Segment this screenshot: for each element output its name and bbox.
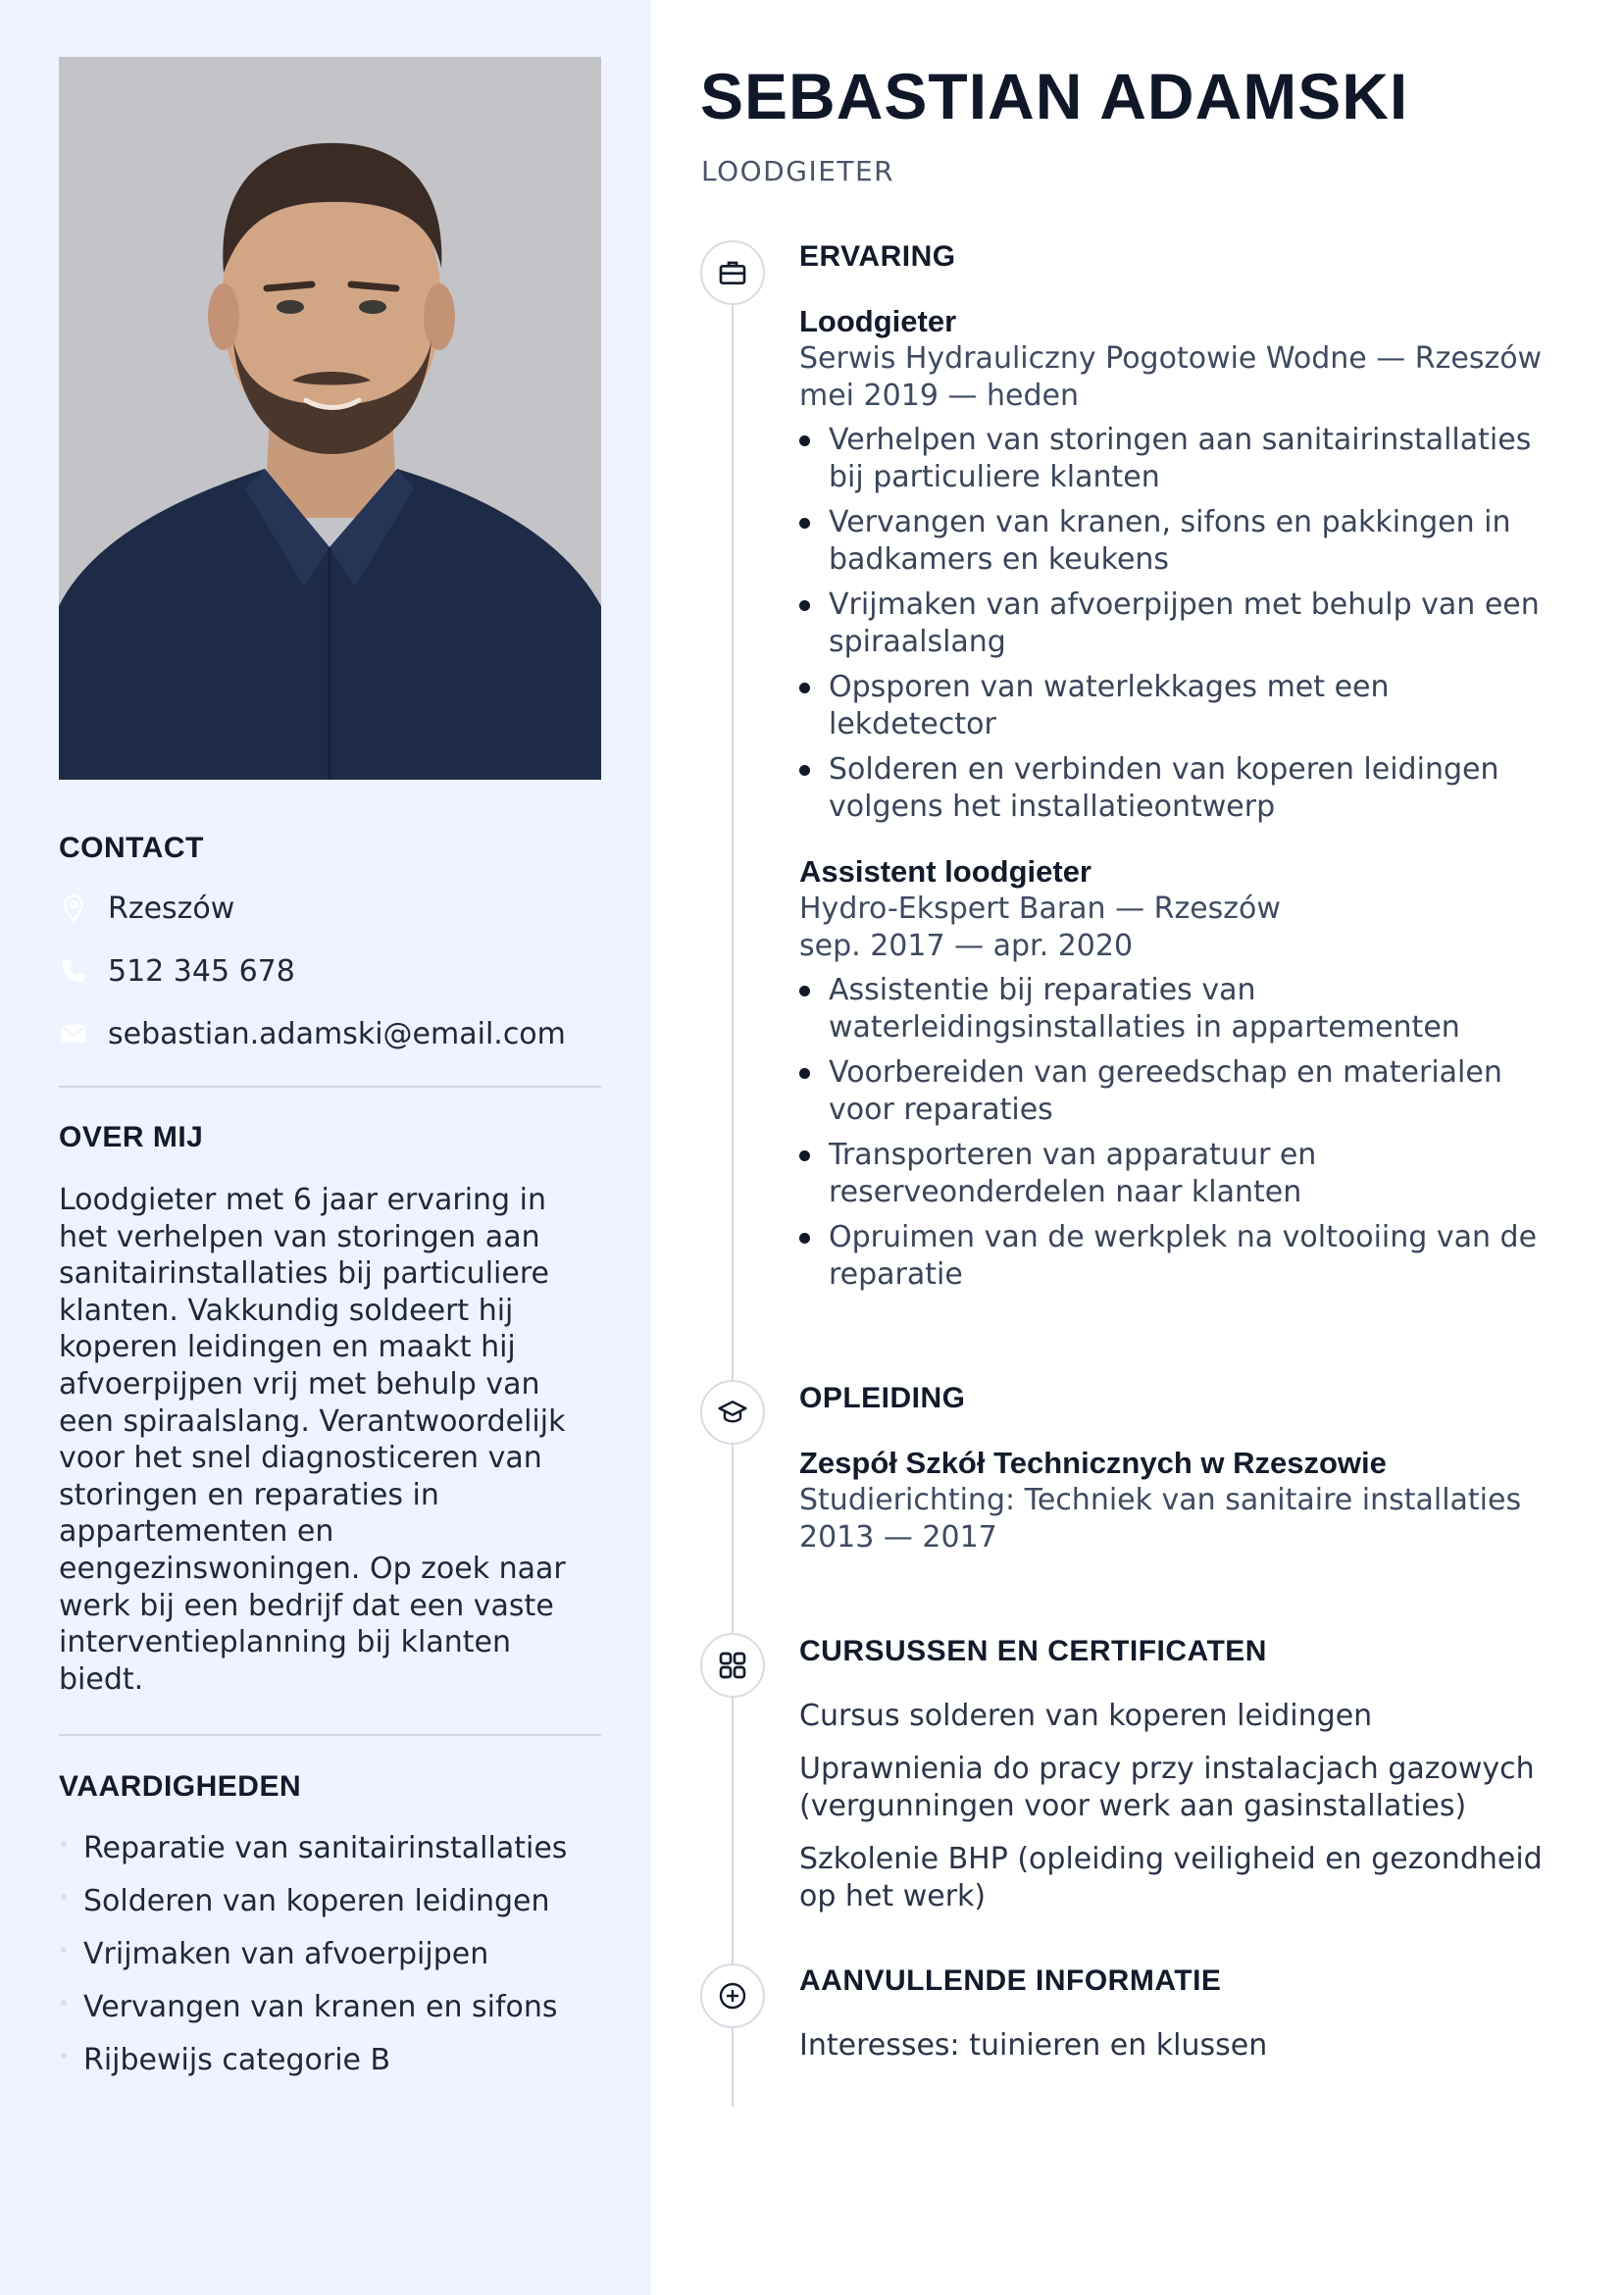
about-line: eengezinswoningen. Op zoek naar (59, 1551, 566, 1586)
skills-heading: VAARDIGHEDEN (59, 1770, 302, 1803)
about-line: het verhelpen van storingen aan (59, 1219, 540, 1254)
location-icon (59, 893, 88, 923)
course-item (799, 1698, 1584, 1735)
experience-section (799, 240, 1584, 1301)
job-entry (799, 303, 1584, 826)
education-school: Zespół Szkół Technicznych w Rzeszowie (799, 1446, 1387, 1480)
about-line: interventieplanning bij klanten (59, 1625, 511, 1660)
course-line: (vergunningen voor werk aan gasinstallaties) (799, 1789, 1467, 1823)
contact-section (59, 832, 601, 1053)
skill-item: Rijbewijs categorie B (59, 2043, 601, 2096)
sidebar-divider (59, 1734, 601, 1736)
about-line: storingen en reparaties in (59, 1477, 439, 1512)
about-line: koperen leidingen en maakt hij (59, 1330, 516, 1365)
bullet-line: voor reparaties (829, 1093, 1053, 1128)
bullet-line: reparatie (829, 1257, 963, 1293)
education-section (799, 1382, 1584, 1556)
grid-icon (700, 1633, 765, 1698)
job-bullet (799, 972, 1584, 1046)
job-bullet (799, 1219, 1584, 1294)
about-line: sanitairinstallaties bij particuliere (59, 1256, 549, 1292)
experience-heading: ERVARING (799, 240, 956, 273)
candidate-title: LOODGIETER (701, 155, 895, 187)
job-bullet (799, 586, 1584, 661)
job-bullets (799, 422, 1584, 826)
bullet-line: Vervangen van kranen, sifons en pakkingen in (829, 505, 1511, 540)
bullet-line: Assistentie bij reparaties van (829, 973, 1256, 1008)
about-line: appartementen en (59, 1514, 334, 1550)
about-text (59, 1182, 601, 1698)
skills-list (59, 1831, 601, 2096)
bullet-line: spiraalslang (829, 625, 1006, 660)
about-line: een spiraalslang. Verantwoordelijk (59, 1403, 566, 1439)
additional-text: Interesses: tuinieren en klussen (799, 2028, 1268, 2063)
timeline-line (732, 273, 734, 2107)
additional-section (799, 1964, 1584, 2080)
contact-location (59, 889, 601, 928)
course-item (799, 1841, 1584, 1915)
courses-list (799, 1698, 1584, 1915)
education-field: Studierichting: Techniek van sanitaire installaties (799, 1483, 1522, 1517)
about-heading: OVER MIJ (59, 1121, 204, 1153)
skill-item: Reparatie van sanitairinstallaties (59, 1831, 601, 1884)
contact-location-text: Rzeszów (108, 891, 235, 926)
about-line: werk bij een bedrijf dat een vaste (59, 1588, 554, 1623)
courses-heading: CURSUSSEN EN CERTIFICATEN (799, 1635, 1267, 1667)
skill-item: Vervangen van kranen en sifons (59, 1990, 601, 2043)
about-line: voor het snel diagnosticeren van (59, 1441, 542, 1476)
course-line: Cursus solderen van koperen leidingen (799, 1699, 1373, 1733)
bullet-line: Transporteren van apparatuur en (829, 1138, 1317, 1173)
briefcase-icon (700, 240, 765, 305)
sidebar-divider (59, 1086, 601, 1088)
bullet-line: volgens het installatieontwerp (829, 790, 1276, 825)
sidebar (0, 0, 651, 2295)
candidate-name: SEBASTIAN ADAMSKI (700, 60, 1409, 132)
job-role: Loodgieter (799, 304, 957, 338)
bullet-line: Vrijmaken van afvoerpijpen met behulp van een (829, 587, 1540, 623)
job-company: Serwis Hydrauliczny Pogotowie Wodne — Rzeszów (799, 341, 1543, 376)
email-icon (59, 1019, 88, 1048)
job-bullets (799, 972, 1584, 1294)
skill-item: Vrijmaken van afvoerpijpen (59, 1937, 601, 1990)
job-bullet (799, 751, 1584, 826)
bullet-line: Opruimen van de werkplek na voltooiing van de (829, 1220, 1538, 1255)
job-role: Assistent loodgieter (799, 854, 1091, 890)
course-line: op het werk) (799, 1879, 987, 1913)
additional-heading: AANVULLENDE INFORMATIE (799, 1964, 1222, 1997)
phone-icon (59, 956, 88, 986)
bullet-line: bij particuliere klanten (829, 460, 1160, 495)
job-bullet (799, 669, 1584, 743)
about-line: Loodgieter met 6 jaar ervaring in (59, 1183, 546, 1217)
bullet-line: Verhelpen van storingen aan sanitairinstallaties (829, 423, 1532, 458)
bullet-line: reserveonderdelen naar klanten (829, 1175, 1302, 1210)
job-bullet (799, 1054, 1584, 1129)
bullet-line: Opsporen van waterlekkages met een (829, 670, 1390, 705)
plus-circle-icon (700, 1964, 765, 2028)
education-heading: OPLEIDING (799, 1382, 966, 1414)
job-bullet (799, 1137, 1584, 1211)
bullet-line: Voorbereiden van gereedschap en materialen (829, 1055, 1502, 1091)
graduation-cap-icon (700, 1380, 765, 1445)
profile-photo (59, 57, 601, 780)
job-company: Hydro-Ekspert Baran — Rzeszów (799, 892, 1281, 927)
education-dates: 2013 — 2017 (799, 1519, 997, 1555)
contact-phone (59, 951, 601, 991)
about-section (59, 1121, 601, 1698)
skill-item: Solderen van koperen leidingen (59, 1884, 601, 1937)
about-line: afvoerpijpen vrij met behulp van (59, 1366, 540, 1402)
courses-section (799, 1635, 1584, 1931)
bullet-line: badkamers en keukens (829, 542, 1170, 578)
contact-heading: CONTACT (59, 832, 204, 864)
course-line: Szkolenie BHP (opleiding veiligheid en gezondheid (799, 1842, 1543, 1876)
job-dates: sep. 2017 — apr. 2020 (799, 928, 1134, 963)
education-entry (799, 1445, 1584, 1556)
course-item (799, 1751, 1584, 1825)
contact-email-text[interactable]: sebastian.adamski@email.com (108, 1016, 566, 1051)
contact-email (59, 1014, 601, 1053)
job-dates: mei 2019 — heden (799, 378, 1079, 413)
skills-section (59, 1770, 601, 2096)
bullet-line: lekdetector (829, 707, 996, 742)
course-line: Uprawnienia do pracy przy instalacjach gazowych (799, 1752, 1535, 1786)
job-bullet (799, 422, 1584, 496)
bullet-line: Solderen en verbinden van koperen leidingen (829, 752, 1499, 788)
job-bullet (799, 504, 1584, 579)
about-line: klanten. Vakkundig soldeert hij (59, 1293, 514, 1328)
bullet-line: waterleidingsinstallaties in appartementen (829, 1010, 1460, 1046)
about-line: biedt. (59, 1661, 144, 1697)
contact-phone-text: 512 345 678 (108, 953, 295, 989)
job-entry (799, 853, 1584, 1294)
